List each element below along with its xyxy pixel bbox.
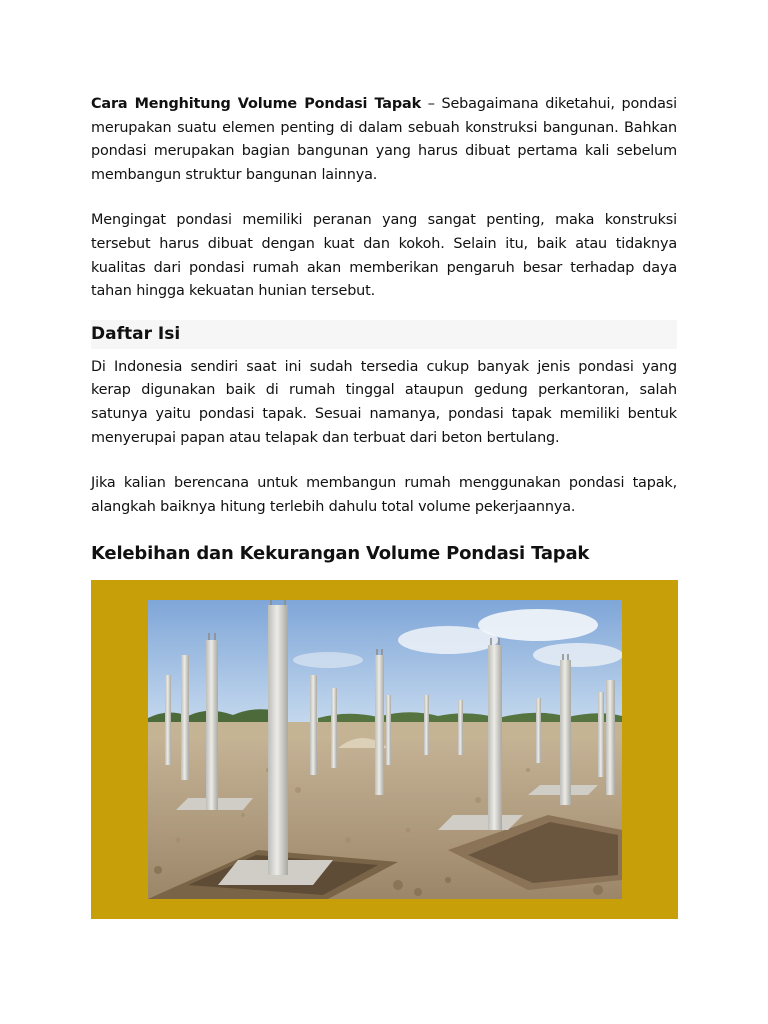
toc-title: Daftar Isi [91, 324, 181, 345]
foundation-columns-illustration [148, 600, 622, 899]
intro-paragraph [91, 93, 677, 187]
document-page [91, 93, 677, 919]
section-heading: Kelebihan dan Kekurangan Volume Pondasi Tapak [91, 543, 590, 565]
paragraph-4: Jika kalian berencana untuk membangun rumah menggunakan pondasi tapak, alangkah baiknya hitung terlebih dahulu total volume pekerjaannya. [91, 475, 677, 515]
intro-bold-lead: Cara Menghitung Volume Pondasi Tapak [91, 96, 421, 112]
foundation-photo [148, 600, 622, 899]
photo-frame [91, 580, 678, 919]
paragraph-3: Di Indonesia sendiri saat ini sudah tersedia cukup banyak jenis pondasi yang kerap digunakan baik di rumah tinggal ataupun gedung perkantoran, salah satunya yaitu pondasi tapak. Sesuai namanya, pondasi tapak memiliki bentuk menyerupai papan atau telapak dan terbuat dari beton bertulang. [91, 358, 677, 446]
intro-text: – Sebagaimana diketahui, pondasi merupakan suatu elemen penting di dalam sebuah konstruksi bangunan. Bahkan pondasi merupakan bagian bangunan yang harus dibuat pertama kali sebelum membangun struktur bangunan lainnya. [91, 96, 677, 183]
table-of-contents[interactable] [91, 320, 677, 349]
paragraph-2: Mengingat pondasi memiliki peranan yang sangat penting, maka konstruksi tersebut harus dibuat dengan kuat dan kokoh. Selain itu, baik atau tidaknya kualitas dari pondasi rumah akan memberikan pengaruh besar terhadap daya tahan hingga kekuatan hunian tersebut. [91, 212, 677, 300]
